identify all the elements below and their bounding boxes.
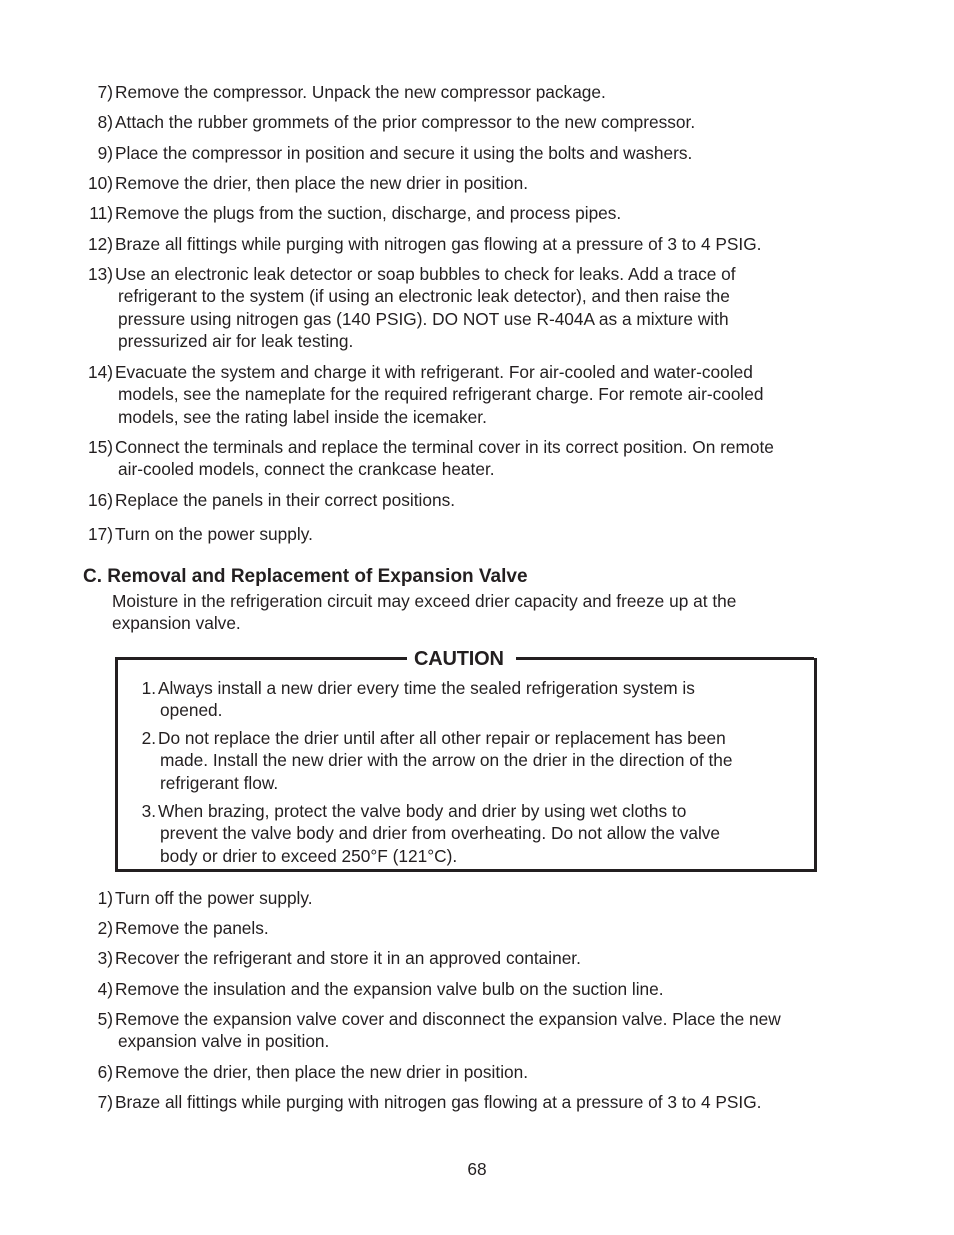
step-text: Replace the panels in their correct positions. [115, 490, 456, 510]
step-item [97, 978, 836, 1000]
step-number: 11) [89, 203, 113, 223]
caution-item [141, 677, 800, 722]
step-text: Use an electronic leak detector or soap bubbles to check for leaks. Add a trace of [115, 264, 736, 284]
step-line [88, 523, 836, 545]
caution-line: made. Install the new drier with the arrow on the drier in the direction of the [160, 750, 733, 771]
step-line [97, 111, 836, 133]
step-line [89, 202, 836, 224]
step-item [88, 263, 836, 353]
section-intro [112, 590, 812, 635]
step-text: Recover the refrigerant and store it in an approved container. [115, 948, 581, 968]
step-number: 5) [97, 1009, 113, 1029]
step-number: 7) [97, 82, 113, 102]
step-item [89, 202, 836, 224]
step-item [97, 1091, 836, 1113]
step-line: pressure using nitrogen gas (140 PSIG). DO NOT use R-404A as a mixture with [118, 308, 729, 329]
step-item [88, 523, 836, 545]
step-text: Place the compressor in position and secure it using the bolts and washers. [115, 143, 693, 163]
step-item [97, 111, 836, 133]
step-text: Turn off the power supply. [115, 888, 313, 908]
step-item [88, 361, 836, 428]
caution-line [141, 677, 800, 699]
caution-number: 3. [141, 801, 156, 821]
step-number: 9) [97, 143, 113, 163]
section-heading: C. Removal and Replacement of Expansion Valve [83, 566, 528, 587]
step-item [97, 1061, 836, 1083]
step-number: 10) [88, 173, 113, 193]
step-line: expansion valve in position. [118, 1031, 330, 1052]
step-text: Remove the plugs from the suction, discharge, and process pipes. [115, 203, 622, 223]
section-intro-line: expansion valve. [112, 613, 241, 634]
step-text: Braze all fittings while purging with nitrogen gas flowing at a pressure of 3 to 4 PSIG. [115, 234, 762, 254]
step-line [88, 172, 836, 194]
step-item [97, 917, 836, 939]
caution-line [141, 800, 800, 822]
step-number: 6) [97, 1062, 113, 1082]
step-line: models, see the nameplate for the required refrigerant charge. For remote air-cooled [118, 384, 764, 405]
step-line [88, 489, 836, 511]
step-item [97, 142, 836, 164]
step-line [97, 887, 836, 909]
step-text: Braze all fittings while purging with nitrogen gas flowing at a pressure of 3 to 4 PSIG. [115, 1092, 762, 1112]
step-line [88, 436, 836, 458]
caution-number: 1. [141, 678, 156, 698]
caution-border-right [516, 657, 814, 660]
step-text: Turn on the power supply. [115, 524, 313, 544]
step-item [88, 172, 836, 194]
step-number: 7) [97, 1092, 113, 1112]
caution-line: refrigerant flow. [160, 772, 279, 793]
step-text: Remove the panels. [115, 918, 269, 938]
step-text: Remove the drier, then place the new drier in position. [115, 1062, 529, 1082]
step-line [97, 978, 836, 1000]
step-text: Attach the rubber grommets of the prior compressor to the new compressor. [115, 112, 696, 132]
step-item [88, 489, 836, 511]
step-item [97, 887, 836, 909]
step-line [97, 947, 836, 969]
step-text: Remove the insulation and the expansion valve bulb on the suction line. [115, 979, 664, 999]
step-number: 8) [97, 112, 113, 132]
step-number: 16) [88, 490, 113, 510]
step-line [97, 1091, 836, 1113]
step-number: 12) [88, 234, 113, 254]
step-number: 14) [88, 362, 113, 382]
step-text: Remove the compressor. Unpack the new compressor package. [115, 82, 606, 102]
caution-border-left [115, 657, 407, 660]
caution-line [141, 727, 800, 749]
caution-line: body or drier to exceed 250°F (121°C). [160, 845, 458, 866]
step-text: Remove the expansion valve cover and disconnect the expansion valve. Place the new [115, 1009, 781, 1029]
step-line [97, 142, 836, 164]
step-item [88, 436, 836, 481]
section-intro-line: Moisture in the refrigeration circuit may exceed drier capacity and freeze up at the [112, 591, 737, 611]
step-text: Remove the drier, then place the new drier in position. [115, 173, 529, 193]
page-number: 68 [467, 1159, 487, 1179]
step-number: 3) [97, 948, 113, 968]
step-line [97, 1008, 836, 1030]
caution-line: prevent the valve body and drier from overheating. Do not allow the valve [160, 823, 721, 844]
caution-number: 2. [141, 728, 156, 748]
step-line: pressurized air for leak testing. [118, 331, 354, 352]
step-item [97, 81, 836, 103]
step-line [97, 917, 836, 939]
step-number: 13) [88, 264, 113, 284]
step-line [97, 1061, 836, 1083]
step-number: 17) [88, 524, 113, 544]
step-number: 4) [97, 979, 113, 999]
step-number: 2) [97, 918, 113, 938]
step-line [88, 263, 836, 285]
step-text: Connect the terminals and replace the terminal cover in its correct position. On remote [115, 437, 774, 457]
step-line [88, 233, 836, 255]
step-line [97, 81, 836, 103]
step-item [97, 1008, 836, 1053]
step-line [88, 361, 836, 383]
step-text: Evacuate the system and charge it with refrigerant. For air-cooled and water-cooled [115, 362, 753, 382]
step-line: refrigerant to the system (if using an electronic leak detector), and then raise the [118, 286, 730, 307]
step-line: models, see the rating label inside the icemaker. [118, 406, 487, 427]
step-number: 15) [88, 437, 113, 457]
step-line: air-cooled models, connect the crankcase heater. [118, 459, 495, 480]
caution-text: When brazing, protect the valve body and drier by using wet cloths to [158, 801, 687, 821]
caution-item [141, 800, 800, 867]
step-number: 1) [97, 888, 113, 908]
step-item [97, 947, 836, 969]
caution-line: opened. [160, 700, 223, 721]
caution-text: Always install a new drier every time the sealed refrigeration system is [158, 678, 695, 698]
caution-text: Do not replace the drier until after all other repair or replacement has been [158, 728, 726, 748]
caution-item [141, 727, 800, 794]
caution-title: CAUTION [414, 648, 504, 670]
step-item [88, 233, 836, 255]
